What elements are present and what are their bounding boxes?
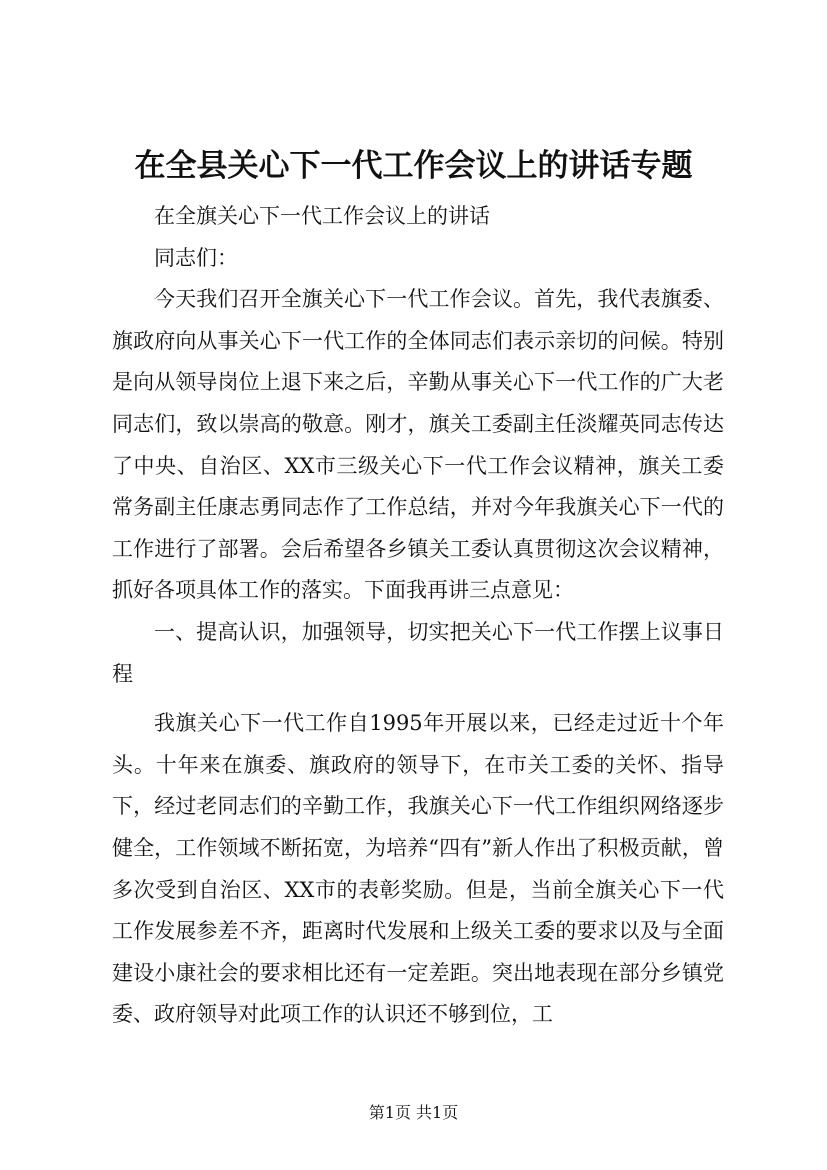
section-heading-paragraph: 一、提高认识，加强领导，切实把关心下一代工作摆上议事日程 [112, 619, 724, 686]
body-paragraph: 我旗关心下一代工作自1995年开展以来，已经走过近十个年头。十年来在旗委、旗政府的领导下，在市关工委的关怀、指导下，经过老同志们的辛勤工作，我旗关心下一代工作组织网络逐步健全，工作领域不断拓宽，为培养“四有”新人作出了积极贡献，曾多次受到自治区、XX市的表彰奖励。但是，当前全旗关心下一代工作发展参差不齐，距离时代发展和上级关工委的要求以及与全面建设小康社会的要求相比还有一定差距。突出地表现在部分乡镇党委、政府领导对此项工作的认识还不够到位，工 [112, 711, 724, 1027]
page-footer: 第1页 共1页 [368, 1103, 459, 1122]
document-body [112, 196, 724, 1036]
body-paragraph: 今天我们召开全旗关心下一代工作会议。首先，我代表旗委、旗政府向从事关心下一代工作的全体同志们表示亲切的问候。特别是向从领导岗位上退下来之后，辛勤从事关心下一代工作的广大老同志们，致以崇高的敬意。刚才，旗关工委副主任淡耀英同志传达了中央、自治区、XX市三级关心下一代工作会议精神，旗关工委常务副主任康志勇同志作了工作总结，并对今年我旗关心下一代的工作进行了部署。会后希望各乡镇关工委认真贯彻这次会议精神，抓好各项具体工作的落实。下面我再讲三点意见： [112, 287, 724, 603]
document-title: 在全县关心下一代工作会议上的讲话专题 [134, 148, 693, 184]
salutation-paragraph: 同志们： [154, 245, 238, 270]
subtitle-paragraph: 在全旗关心下一代工作会议上的讲话 [154, 204, 490, 228]
